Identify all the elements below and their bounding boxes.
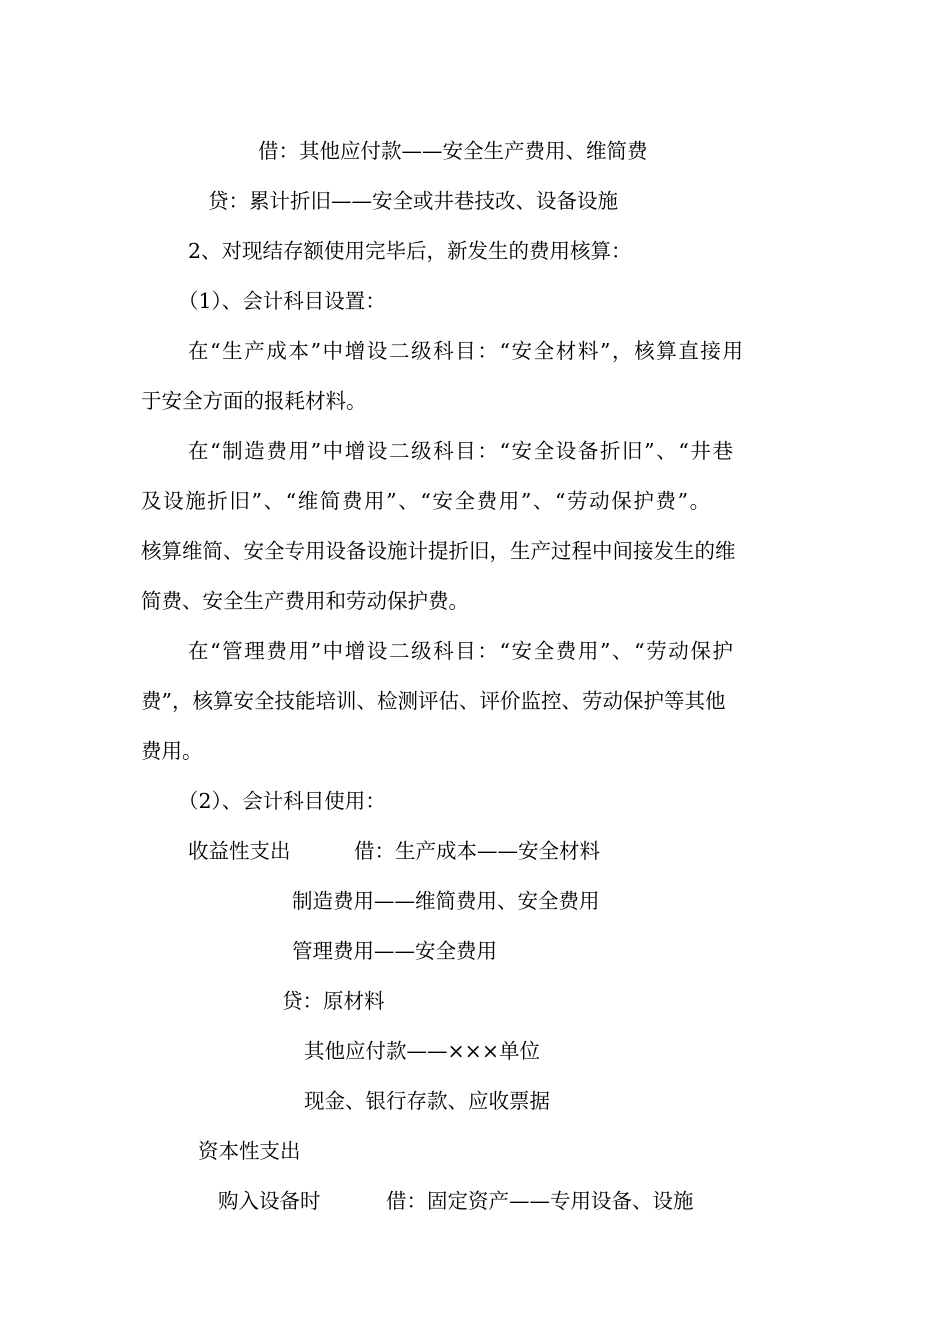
entry-credit-accumulated-depreciation: 贷：累计折旧——安全或井巷技改、设备设施 (208, 189, 618, 213)
entry-debit-production-cost: 借：生产成本——安全材料 (354, 839, 600, 863)
revenue-expenditure-label: 收益性支出 (188, 839, 291, 863)
entry-credit-other-payables: 其他应付款——×××单位 (304, 1039, 541, 1063)
entry-debit-admin-expense: 管理费用——安全费用 (292, 939, 497, 963)
entry-debit-manufacturing-cost: 制造费用——维简费用、安全费用 (292, 889, 600, 913)
subsection-heading-1: （1）、会计科目设置： (178, 289, 386, 313)
paragraph-production-cost-line-1: 在“生产成本”中增设二级科目：“安全材料”，核算直接用 (188, 339, 745, 363)
section-heading-2: 2、对现结存额使用完毕后，新发生的费用核算： (188, 239, 632, 263)
paragraph-manufacturing-cost-line-4: 简费、安全生产费用和劳动保护费。 (141, 589, 469, 613)
entry-debit-other-payables: 借：其他应付款——安全生产费用、维简费 (258, 139, 648, 163)
entry-credit-raw-materials: 贷：原材料 (282, 989, 385, 1013)
paragraph-admin-expense-line-2: 费”，核算安全技能培训、检测评估、评价监控、劳动保护等其他 (141, 689, 726, 713)
paragraph-manufacturing-cost-line-3: 核算维简、安全专用设备设施计提折旧，生产过程中间接发生的维 (141, 539, 736, 563)
paragraph-admin-expense-line-3: 费用。 (141, 739, 203, 763)
paragraph-manufacturing-cost-line-1: 在“制造费用”中增设二级科目：“安全设备折旧”、“井巷 (188, 439, 735, 463)
paragraph-production-cost-line-2: 于安全方面的报耗材料。 (141, 389, 367, 413)
paragraph-manufacturing-cost-line-2: 及设施折旧”、“维简费用”、“安全费用”、“劳动保护费”。 (141, 489, 712, 513)
entry-debit-fixed-assets: 借：固定资产——专用设备、设施 (386, 1189, 694, 1213)
entry-credit-cash-bank: 现金、银行存款、应收票据 (304, 1089, 550, 1113)
paragraph-admin-expense-line-1: 在“管理费用”中增设二级科目：“安全费用”、“劳动保护 (188, 639, 735, 663)
subsection-heading-2: （2）、会计科目使用： (178, 789, 386, 813)
capital-expenditure-label: 资本性支出 (198, 1139, 301, 1163)
equipment-purchase-label: 购入设备时 (218, 1189, 321, 1213)
